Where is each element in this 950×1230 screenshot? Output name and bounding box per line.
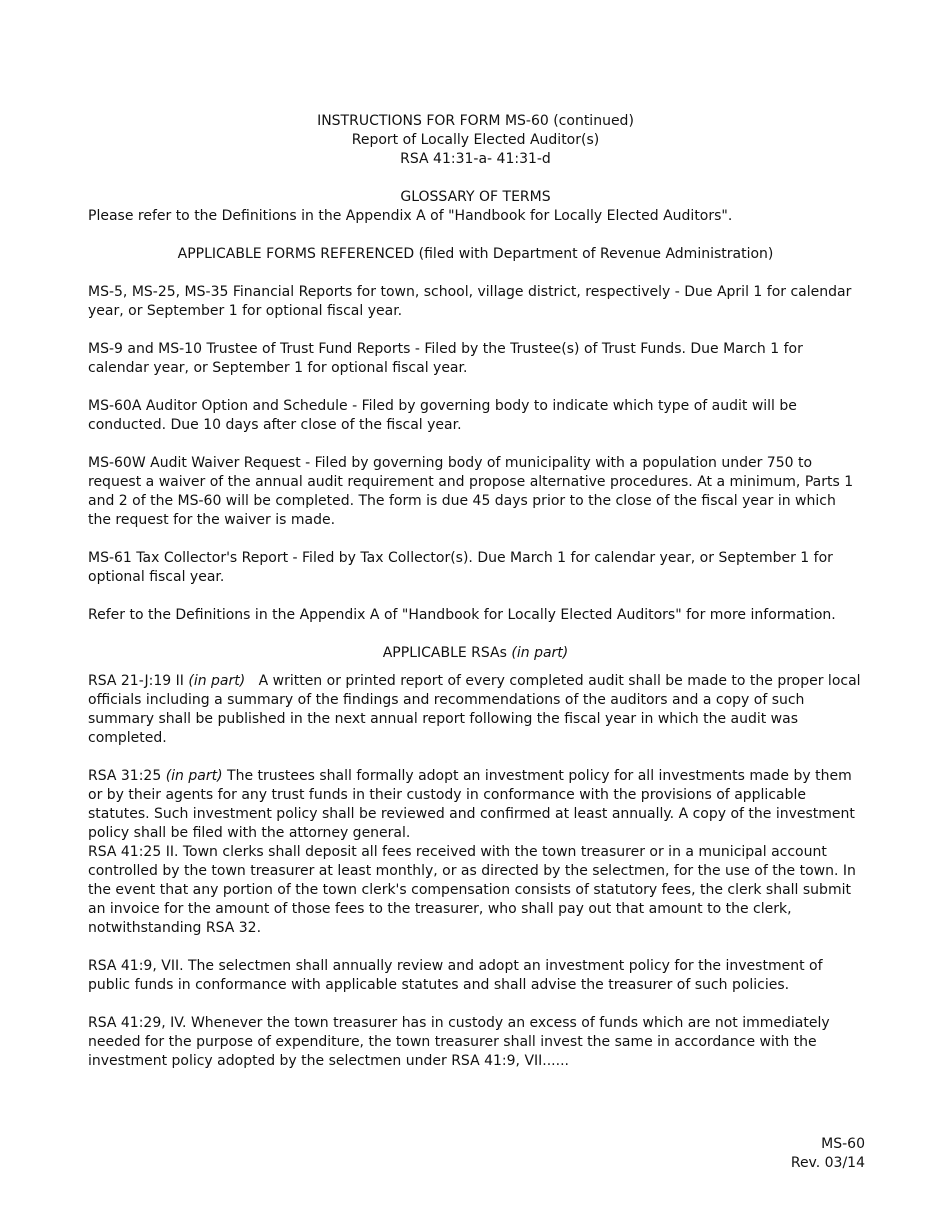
form-item-ms61: MS-61 Tax Collector's Report - Filed by Tax Collector(s). Due March 1 for calendar year, or September 1 for optional fiscal year. [88, 550, 833, 585]
rsa-item-31-25 [88, 767, 863, 843]
rsas-heading [88, 644, 863, 663]
glossary-heading: GLOSSARY OF TERMS [400, 189, 551, 205]
rsa-item-41-9: RSA 41:9, VII. The selectmen shall annually review and adopt an investment policy for the investment of public funds in conformance with applicable statutes and shall advise the treasurer of such policies. [88, 958, 823, 993]
rsa-note: (in part) [165, 768, 223, 784]
rsa-item-21j [88, 672, 863, 748]
rsa-item-41-25: RSA 41:25 II. Town clerks shall deposit all fees received with the town treasurer or in a municipal account controlled by the town treasurer at least monthly, or as directed by the selectmen, for the use of the town. In the event that any portion of the town clerk's compensation consists of statutory fees, the clerk shall submit an invoice for the amount of those fees to the treasurer, who shall pay out that amount to the clerk, notwithstanding RSA 32. [88, 844, 856, 936]
rsa-cite: RSA 31:25 [88, 768, 162, 784]
document-page [88, 112, 863, 1071]
glossary-text: Please refer to the Definitions in the Appendix A of "Handbook for Locally Elected Auditors". [88, 208, 733, 224]
footer-form-id: MS-60 [821, 1136, 865, 1152]
footer-revision: Rev. 03/14 [790, 1155, 865, 1171]
rsa-item-41-29: RSA 41:29, IV. Whenever the town treasurer has in custody an excess of funds which are not immediately needed for the purpose of expenditure, the town treasurer shall invest the same in accordance with the investment policy adopted by the selectmen under RSA 41:9, VII...... [88, 1015, 830, 1069]
document-title: INSTRUCTIONS FOR FORM MS-60 (continued) [317, 113, 634, 129]
form-item-ms5: MS-5, MS-25, MS-35 Financial Reports for town, school, village district, respectively - Due April 1 for calendar year, or September 1 for optional fiscal year. [88, 284, 852, 319]
rsa-cite: RSA 21-J:19 II [88, 673, 184, 689]
forms-reference-note: Refer to the Definitions in the Appendix A of "Handbook for Locally Elected Auditors" for more information. [88, 607, 836, 623]
rsas-heading-text: APPLICABLE RSAs [382, 645, 507, 661]
page-footer [791, 1135, 865, 1173]
document-subtitle: Report of Locally Elected Auditor(s) [351, 132, 600, 148]
rsa-text: A written or printed report of every completed audit shall be made to the proper local officials including a summary of the findings and recommendations of the auditors and a copy of such summary shall be published in the next annual report following the fiscal year in which the audit was completed. [88, 673, 861, 746]
forms-heading: APPLICABLE FORMS REFERENCED (filed with Department of Revenue Administration) [177, 246, 774, 262]
rsa-note: (in part) [188, 673, 246, 689]
form-item-ms60a: MS-60A Auditor Option and Schedule - Filed by governing body to indicate which type of audit will be conducted. Due 10 days after close of the fiscal year. [88, 398, 797, 433]
document-statute: RSA 41:31-a- 41:31-d [400, 151, 551, 167]
form-item-ms9: MS-9 and MS-10 Trustee of Trust Fund Reports - Filed by the Trustee(s) of Trust Funds. Due March 1 for calendar year, or September 1 for optional fiscal year. [88, 341, 803, 376]
rsa-text: The trustees shall formally adopt an investment policy for all investments made by them or by their agents for any trust funds in their custody in conformance with the provisions of applicable statutes. Such investment policy shall be reviewed and confirmed at least annually. A copy of the investment policy shall be filed with the attorney general. [88, 768, 855, 841]
document-header [88, 112, 863, 169]
form-item-ms60w: MS-60W Audit Waiver Request - Filed by governing body of municipality with a population under 750 to request a waiver of the annual audit requirement and propose alternative procedures. At a minimum, Parts 1 and 2 of the MS-60 will be completed. The form is due 45 days prior to the close of the fiscal year in which the request for the waiver is made. [88, 455, 854, 528]
rsas-heading-note: (in part) [511, 645, 569, 661]
